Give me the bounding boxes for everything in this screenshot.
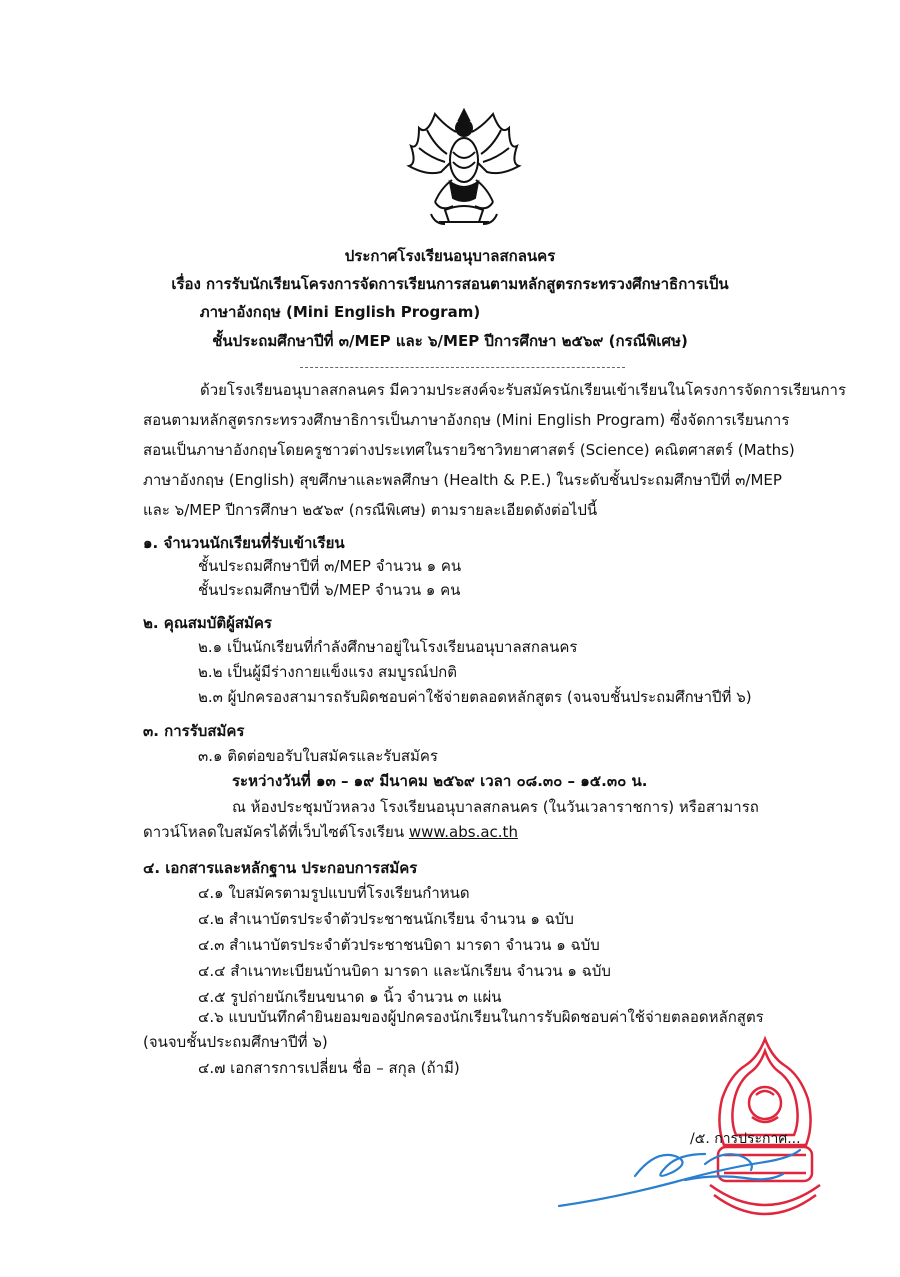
intro-line-2: สอนตามหลักสูตรกระทรวงศึกษาธิการเป็นภาษาอังกฤษ (Mini English Program) ซึ่งจัดการเรียนการ — [143, 411, 790, 429]
intro-line-4: ภาษาอังกฤษ (English) สุขศึกษาและพลศึกษา (Health & P.E.) ในระดับชั้นประถมศึกษาปีที่ ๓/MEP — [143, 471, 782, 489]
section-2-item: ๒.๓ ผู้ปกครองสามารถรับผิดชอบค่าใช้จ่ายตลอดหลักสูตร (จนจบชั้นประถมศึกษาปีที่ ๖) — [198, 688, 752, 706]
section-4-item: ๔.๒ สำเนาบัตรประจำตัวประชาชนนักเรียน จำนวน ๑ ฉบับ — [198, 910, 574, 928]
download-line — [143, 822, 518, 842]
section-4-item: ๔.๖ แบบบันทึกคำยินยอมของผู้ปกครองนักเรียนในการรับผิดชอบค่าใช้จ่ายตลอดหลักสูตร — [198, 1008, 764, 1026]
section-4-item: ๔.๑ ใบสมัครตามรูปแบบที่โรงเรียนกำหนด — [198, 884, 470, 902]
school-website-link[interactable]: www.abs.ac.th — [408, 823, 518, 841]
section-4-item: ๔.๗ เอกสารการเปลี่ยน ชื่อ – สกุล (ถ้ามี) — [198, 1059, 460, 1077]
section-4-item: ๔.๕ รูปถ่ายนักเรียนขนาด ๑ นิ้ว จำนวน ๓ แผ่น — [198, 988, 502, 1006]
continuation-mark: /๕. การประกาศ... — [690, 1131, 801, 1147]
intro-line-3: สอนเป็นภาษาอังกฤษโดยครูชาวต่างประเทศในรายวิชาวิทยาศาสตร์ (Science) คณิตศาสตร์ (Maths) — [143, 441, 795, 459]
section-2-title: ๒. คุณสมบัติผู้สมัคร — [143, 614, 272, 632]
subject-line: เรื่อง การรับนักเรียนโครงการจัดการเรียนการสอนตามหลักสูตรกระทรวงศึกษาธิการเป็น — [171, 275, 729, 293]
intro-line-1: ด้วยโรงเรียนอนุบาลสกลนคร มีความประสงค์จะรับสมัครนักเรียนเข้าเรียนในโครงการจัดการเรียนการ — [200, 381, 847, 399]
section-2-item: ๒.๒ เป็นผู้มีร่างกายแข็งแรง สมบูรณ์ปกติ — [198, 663, 457, 681]
section-3-item: ๓.๑ ติดต่อขอรับใบสมัครและรับสมัคร — [198, 747, 438, 765]
section-4-title: ๔. เอกสารและหลักฐาน ประกอบการสมัคร — [143, 859, 418, 877]
garuda-emblem-icon — [405, 106, 523, 228]
application-place: ณ ห้องประชุมบัวหลวง โรงเรียนอนุบาลสกลนคร (ในวันเวลาราชการ) หรือสามารถ — [232, 798, 759, 816]
section-4-item-cont: (จนจบชั้นประถมศึกษาปีที่ ๖) — [143, 1033, 328, 1051]
grade-year-line: ชั้นประถมศึกษาปีที่ ๓/MEP และ ๖/MEP ปีการศึกษา ๒๕๖๙ (กรณีพิเศษ) — [212, 332, 688, 350]
application-dates: ระหว่างวันที่ ๑๓ – ๑๙ มีนาคม ๒๕๖๙ เวลา ๐๘.๓๐ – ๑๕.๓๐ น. — [232, 772, 648, 790]
section-3-title: ๓. การรับสมัคร — [143, 722, 245, 740]
intro-line-5: และ ๖/MEP ปีการศึกษา ๒๕๖๙ (กรณีพิเศษ) ตามรายละเอียดดังต่อไปนี้ — [143, 501, 598, 519]
section-1-item: ชั้นประถมศึกษาปีที่ ๖/MEP จำนวน ๑ คน — [198, 581, 461, 599]
subject-line-cont: ภาษาอังกฤษ (Mini English Program) — [199, 303, 481, 321]
section-1-item: ชั้นประถมศึกษาปีที่ ๓/MEP จำนวน ๑ คน — [198, 557, 462, 575]
section-4-item: ๔.๔ สำเนาทะเบียนบ้านบิดา มารดา และนักเรียน จำนวน ๑ ฉบับ — [198, 962, 611, 980]
section-4-item: ๔.๓ สำเนาบัตรประจำตัวประชาชนบิดา มารดา จำนวน ๑ ฉบับ — [198, 936, 600, 954]
section-1-title: ๑. จำนวนนักเรียนที่รับเข้าเรียน — [143, 534, 345, 552]
header-divider — [300, 367, 625, 368]
section-2-item: ๒.๑ เป็นนักเรียนที่กำลังศึกษาอยู่ในโรงเรียนอนุบาลสกลนคร — [198, 638, 578, 656]
download-text: ดาวน์โหลดใบสมัครได้ที่เว็บไซต์โรงเรียน — [143, 823, 405, 841]
announcement-title: ประกาศโรงเรียนอนุบาลสกลนคร — [344, 247, 556, 265]
